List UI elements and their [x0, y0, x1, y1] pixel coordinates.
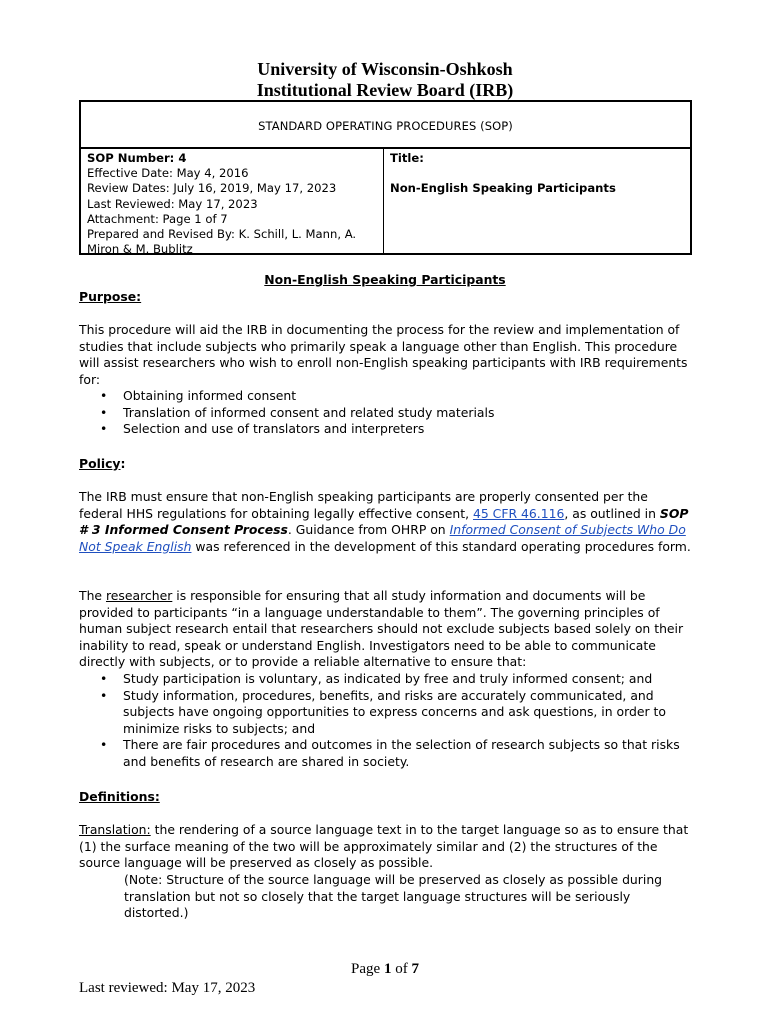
policy-text: The IRB must ensure that non-English speaking participants are properly consented per the federal HHS regulations for obtaining legally effective consent, — [79, 489, 648, 521]
footer-last-reviewed: Last reviewed: May 17, 2023 — [79, 980, 256, 996]
attachment: Attachment: Page 1 of 7 — [87, 211, 228, 226]
page-of: of — [391, 961, 412, 977]
policy-text: . Guidance from OHRP on — [287, 522, 450, 538]
effective-date: Effective Date: May 4, 2016 — [87, 166, 249, 181]
review-dates: Review Dates: July 16, 2019, May 17, 2023 — [87, 181, 337, 196]
translation-term: Translation: — [79, 822, 151, 837]
policy-paragraph-2 — [79, 588, 694, 671]
list-item: • Obtaining informed consent — [98, 388, 688, 405]
list-item: • Study information, procedures, benefits, and risks are accurately communicated, and subjects have ongoing opportunities to express concerns and ask questions, in order to minimize risks to subjects; and — [98, 688, 688, 738]
list-item: • Translation of informed consent and related study materials — [98, 405, 688, 422]
list-item: • Study participation is voluntary, as indicated by free and truly informed consent; and — [98, 671, 688, 688]
title-value: Non-English Speaking Participants — [390, 181, 616, 196]
page-prefix: Page — [351, 961, 384, 977]
page-current: 1 — [383, 961, 392, 977]
sop-info-box — [79, 147, 692, 255]
purpose-body: This procedure will aid the IRB in documenting the process for the review and implementation of studies that include subjects who primarily speak a language other than English. This procedure will assist researchers who wish to enroll non-English speaking participants with IRB requirements for: — [79, 322, 688, 387]
policy-heading-colon: : — [120, 456, 126, 471]
title-label: Title: — [390, 151, 424, 165]
prepared-by-line1: Prepared and Revised By: K. Schill, L. Mann, A. — [87, 227, 357, 242]
cfr-link[interactable]: 45 CFR 46.116 — [472, 505, 565, 521]
translation-definition — [79, 822, 694, 872]
sop-info-left — [87, 151, 377, 257]
policy-text: was referenced in the development of this standard operating procedures form. — [191, 538, 691, 554]
list-item: • Selection and use of translators and interpreters — [98, 421, 688, 438]
policy-text: is responsible for ensuring that all study information and documents will be provided to participants “in a language understandable to them”. The governing principles of human subject research entail that researchers should not exclude subjects based solely on their inability to read, speak or understand English. Investigators need to be able to communicate directly with subjects, or to provide a reliable alternative to ensure that: — [79, 588, 684, 670]
prepared-by-line2: Miron & M. Bublitz — [87, 242, 193, 257]
researcher-term: researcher — [105, 588, 173, 603]
policy-heading — [79, 456, 694, 473]
ohrp-guidance-link[interactable]: Informed Consent of Subjects Who Do Not Speak English — [79, 522, 686, 554]
purpose-list — [98, 388, 688, 438]
purpose-heading: Purpose: — [79, 289, 142, 304]
sop-info-right — [390, 151, 680, 197]
sop-heading-box — [79, 100, 692, 149]
sop3-reference: SOP # 3 Informed Consent Process — [79, 505, 689, 538]
irb-name: Institutional Review Board (IRB) — [256, 80, 514, 100]
definitions-heading: Definitions: — [79, 789, 160, 804]
page-total: 7 — [411, 961, 419, 977]
policy-list — [98, 671, 688, 771]
box-divider — [383, 149, 384, 253]
list-item: • There are fair procedures and outcomes in the selection of research subjects so that risks and benefits of research are shared in society. — [98, 737, 688, 770]
university-name: University of Wisconsin-Oshkosh — [257, 59, 513, 79]
policy-heading-text: Policy — [79, 456, 121, 471]
sop-number: SOP Number: 4 — [87, 151, 187, 165]
last-reviewed: Last Reviewed: May 17, 2023 — [87, 196, 258, 211]
policy-text: The — [79, 588, 106, 603]
policy-text: , as outlined in — [564, 505, 660, 521]
translation-note: (Note: Structure of the source language will be preserved as closely as possible during translation but not so closely that the target language structures will be seriously distorted.) — [124, 872, 663, 921]
document-title: Non-English Speaking Participants — [264, 272, 506, 287]
sop-heading: STANDARD OPERATING PROCEDURES (SOP) — [258, 119, 513, 133]
definition-text: the rendering of a source language text in to the target language so as to ensure that (1) the surface meaning of the two will be approximately similar and (2) the structures of the source language will be preserved as closely as possible. — [79, 822, 689, 871]
policy-paragraph-1 — [79, 489, 694, 555]
page-number — [0, 961, 770, 978]
